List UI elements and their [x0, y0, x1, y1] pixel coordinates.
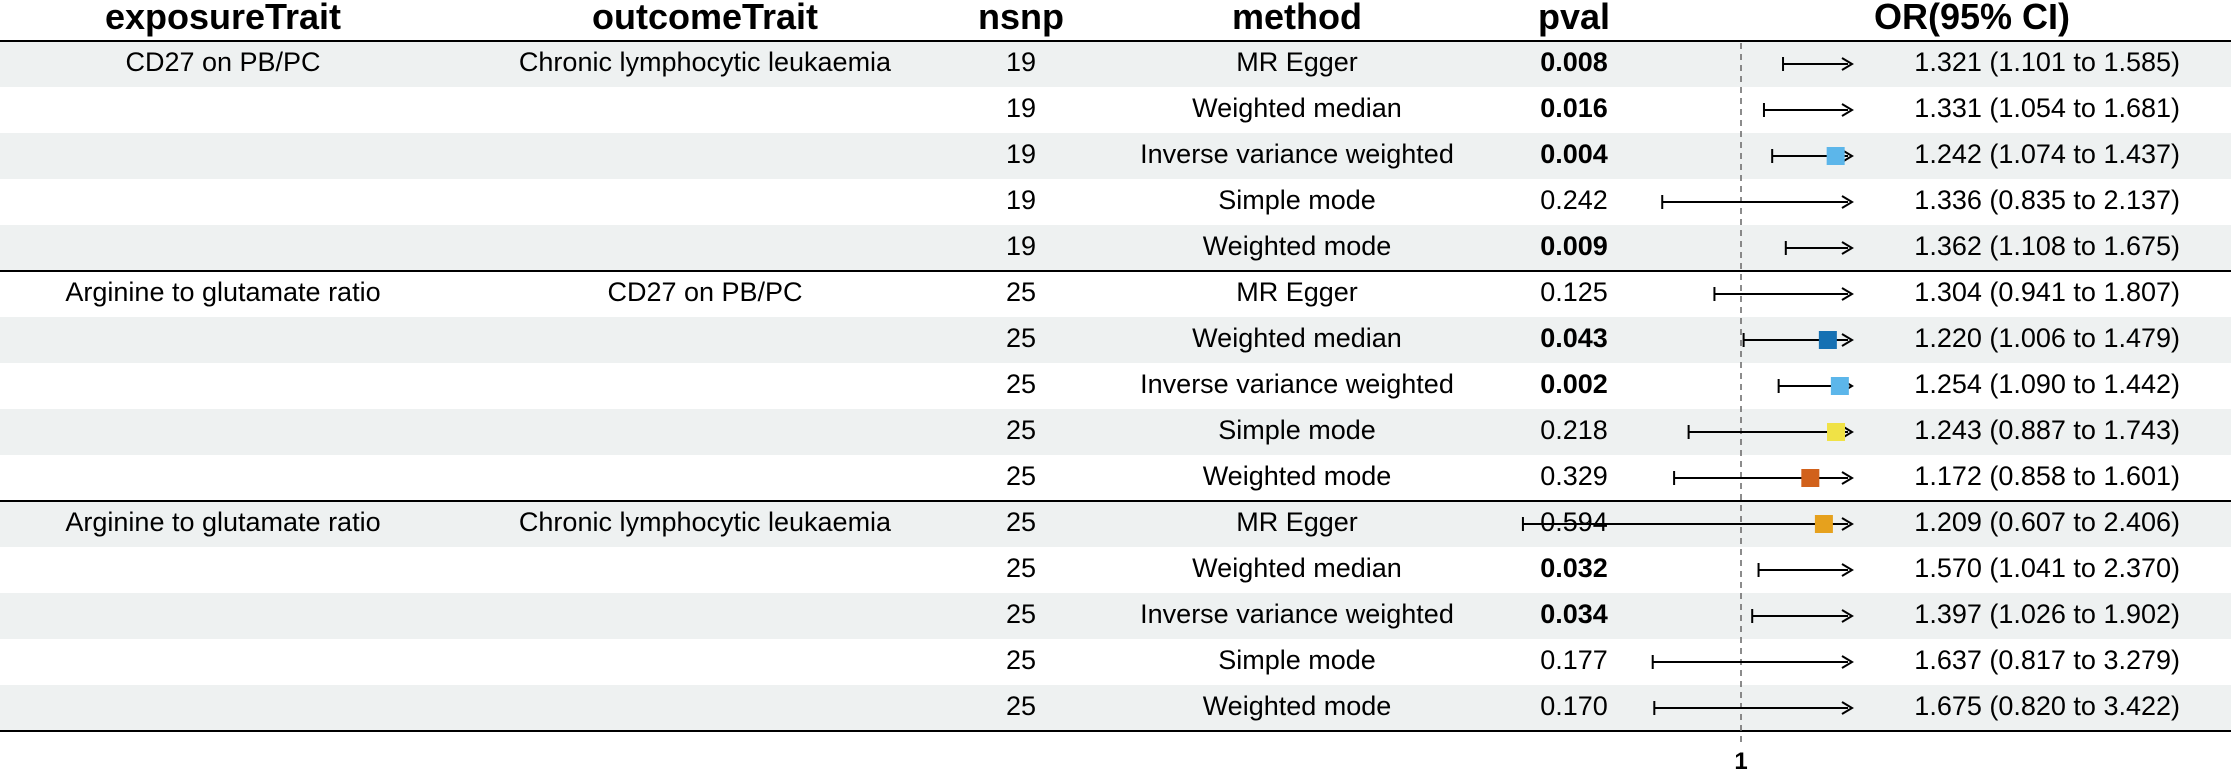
pval-cell: 0.170	[1540, 691, 1608, 721]
pval-cell: 0.002	[1540, 369, 1608, 399]
nsnp-cell: 25	[1005, 415, 1037, 445]
or-ci-cell: 1.331 (1.054 to 1.681)	[1914, 93, 2180, 123]
method-cell: Weighted mode	[1202, 231, 1392, 261]
header-outcome: outcomeTrait	[591, 0, 819, 37]
method-cell: Weighted median	[1192, 323, 1402, 353]
or-ci-cell: 1.209 (0.607 to 2.406)	[1914, 507, 2180, 537]
or-ci-cell: 1.243 (0.887 to 1.743)	[1914, 415, 2180, 445]
or-ci-cell: 1.675 (0.820 to 3.422)	[1914, 691, 2180, 721]
nsnp-cell: 25	[1005, 691, 1037, 721]
exposure-cell: Arginine to glutamate ratio	[65, 277, 381, 307]
pval-cell: 0.043	[1540, 323, 1608, 353]
or-ci-cell: 1.254 (1.090 to 1.442)	[1914, 369, 2180, 399]
nsnp-cell: 19	[1005, 185, 1037, 215]
nsnp-cell: 19	[1005, 93, 1037, 123]
point-estimate	[1819, 331, 1837, 349]
method-cell: Simple mode	[1218, 415, 1376, 445]
pval-cell: 0.016	[1540, 93, 1608, 123]
method-cell: Weighted median	[1192, 93, 1402, 123]
method-cell: Inverse variance weighted	[1140, 139, 1454, 169]
point-estimate	[1815, 515, 1833, 533]
or-ci-cell: 1.637 (0.817 to 3.279)	[1914, 645, 2180, 675]
nsnp-cell: 25	[1005, 277, 1037, 307]
or-ci-cell: 1.397 (1.026 to 1.902)	[1914, 599, 2180, 629]
nsnp-cell: 19	[1005, 47, 1037, 77]
pval-cell: 0.594	[1540, 507, 1608, 537]
method-cell: Simple mode	[1218, 185, 1376, 215]
pval-cell: 0.177	[1540, 645, 1608, 675]
nsnp-cell: 25	[1005, 599, 1037, 629]
pval-cell: 0.034	[1540, 599, 1608, 629]
method-cell: Weighted mode	[1202, 461, 1392, 491]
outcome-cell: Chronic lymphocytic leukaemia	[518, 507, 892, 537]
point-estimate	[1801, 469, 1819, 487]
header-nsnp: nsnp	[978, 0, 1064, 37]
pval-cell: 0.008	[1540, 47, 1608, 77]
nsnp-cell: 25	[1005, 461, 1037, 491]
or-ci-cell: 1.220 (1.006 to 1.479)	[1914, 323, 2180, 353]
pval-cell: 0.242	[1540, 185, 1608, 215]
nsnp-cell: 25	[1005, 553, 1037, 583]
or-ci-cell: 1.304 (0.941 to 1.807)	[1914, 277, 2180, 307]
or-ci-cell: 1.570 (1.041 to 2.370)	[1914, 553, 2180, 583]
exposure-cell: Arginine to glutamate ratio	[65, 507, 381, 537]
header-method: method	[1232, 0, 1362, 37]
method-cell: Inverse variance weighted	[1140, 599, 1454, 629]
or-ci-cell: 1.321 (1.101 to 1.585)	[1914, 47, 2180, 77]
method-cell: MR Egger	[1236, 47, 1358, 77]
method-cell: MR Egger	[1236, 507, 1358, 537]
nsnp-cell: 25	[1005, 369, 1037, 399]
pval-cell: 0.218	[1540, 415, 1608, 445]
or-ci-cell: 1.336 (0.835 to 2.137)	[1914, 185, 2180, 215]
method-cell: Weighted mode	[1202, 691, 1392, 721]
nsnp-cell: 25	[1005, 507, 1037, 537]
method-cell: Simple mode	[1218, 645, 1376, 675]
outcome-cell: Chronic lymphocytic leukaemia	[518, 47, 892, 77]
nsnp-cell: 25	[1005, 645, 1037, 675]
pval-cell: 0.329	[1540, 461, 1608, 491]
pval-cell: 0.125	[1540, 277, 1608, 307]
method-cell: MR Egger	[1236, 277, 1358, 307]
or-ci-cell: 1.172 (0.858 to 1.601)	[1914, 461, 2180, 491]
pval-cell: 0.009	[1540, 231, 1608, 261]
or-ci-cell: 1.362 (1.108 to 1.675)	[1914, 231, 2180, 261]
nsnp-cell: 19	[1005, 139, 1037, 169]
pval-cell: 0.004	[1540, 139, 1608, 169]
or-ci-cell: 1.242 (1.074 to 1.437)	[1914, 139, 2180, 169]
nsnp-cell: 25	[1005, 323, 1037, 353]
exposure-cell: CD27 on PB/PC	[125, 47, 321, 77]
point-estimate	[1827, 423, 1845, 441]
header-pval: pval	[1537, 0, 1611, 37]
header-or-ci: OR(95% CI)	[1873, 0, 2071, 37]
method-cell: Inverse variance weighted	[1140, 369, 1454, 399]
outcome-cell: CD27 on PB/PC	[607, 277, 803, 307]
nsnp-cell: 19	[1005, 231, 1037, 261]
point-estimate	[1827, 147, 1845, 165]
method-cell: Weighted median	[1192, 553, 1402, 583]
pval-cell: 0.032	[1540, 553, 1608, 583]
header-exposure: exposureTrait	[104, 0, 342, 37]
point-estimate	[1831, 377, 1849, 395]
x-tick-label: 1	[1734, 748, 1748, 775]
